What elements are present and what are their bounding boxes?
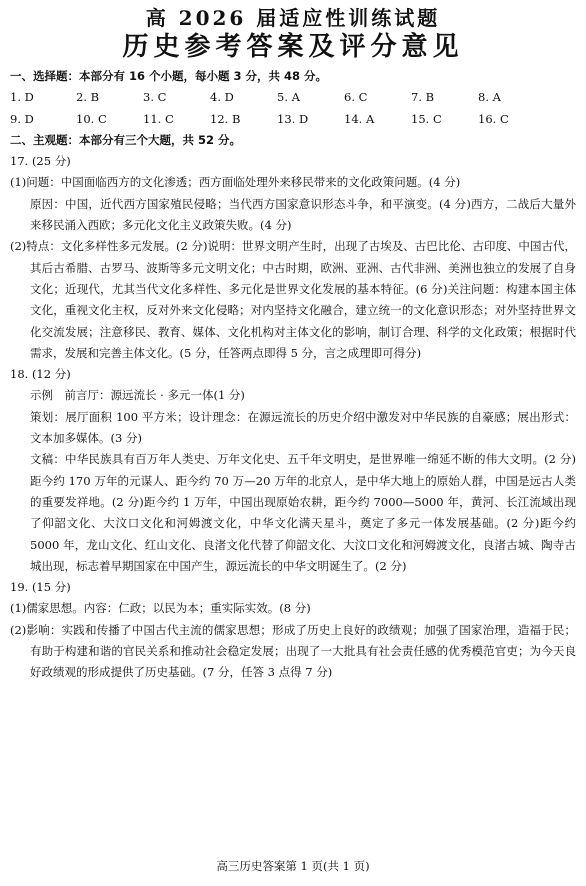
answer-12: 12. B <box>210 111 241 126</box>
answer-3: 3. C <box>143 90 167 105</box>
answer-8: 8. A <box>478 90 501 105</box>
q17-part1: (1)问题：中国面临西方的文化渗透；西方面临处理外来移民带来的文化政策问题。(4 分) <box>10 175 461 190</box>
q18-example: 示例 前言厅：源远流长 · 多元一体(1 分) <box>30 388 245 403</box>
answer-10: 10. C <box>76 111 107 126</box>
q19-heading: 19. (15 分) <box>10 580 71 595</box>
answer-15: 15. C <box>411 111 442 126</box>
q18-heading: 18. (12 分) <box>10 367 71 382</box>
section2-title: 二、主观题：本部分有三个大题，共 52 分。 <box>10 132 242 147</box>
answer-13: 13. D <box>277 111 309 126</box>
q18-plan: 策划：展厅面积 100 平方米；设计理念：在源远流长的历史介绍中激发对中华民族的自豪感；展出形式：文本加多媒体。(3 分) <box>30 409 576 446</box>
section1-title: 一、选择题：本部分有 16 个小题，每小题 3 分，共 48 分。 <box>10 69 328 83</box>
answer-9: 9. D <box>10 111 34 126</box>
answer-11: 11. C <box>143 111 174 126</box>
answer-5: 5. A <box>277 90 300 105</box>
q19-part2: (2)影响：实践和传播了中国古代主流的儒家思想；形成了历史上良好的政绩观；加强了国家治理，造福于民；有助于构建和谐的官民关系和推动社会稳定发展；出现了一大批具有社会责任感的优秀模范官吏；为今天良好政绩观的形成提供了历史基础。(7 分，任答 3 点得 7 分) <box>10 622 576 680</box>
answer-1: 1. D <box>10 90 34 105</box>
q18-text: 文稿：中华民族具有百万年人类史、万年文化史、五千年文明史，是世界唯一绵延不断的伟大文明。(2 分)距今约 170 万年的元谋人、距今约 70 万—20 万年的北京人，是中华大地上的原始人群，中国是远古人类的重要发祥地。(2 分)距今约 1 万年，中国出现原始农耕，距今约 7000—5000 年，黄河、长江流域出现了仰韶文化、大汶口文化和河姆渡文化，中华文化满天星斗，奠定了多元一体发展基础。(2 分)距今约 5000 年，龙山文化、红山文化、良渚文化代替了仰韶文化、大汶口文化和河姆渡文化，良渚古城、陶寺古城出现，标志着早期国家在中国产生，源远流长的中华文明诞生了。(2 分) <box>30 452 576 573</box>
answer-7: 7. B <box>411 90 435 105</box>
document-title: 历史参考答案及评分意见 <box>122 32 464 62</box>
q17-part2: (2)特点：文化多样性多元发展。(2 分)说明：世界文明产生时，出现了古埃及、古巴比伦、古印度、中国古代，其后古希腊、古罗马、波斯等多元文明文化；中古时期，欧洲、亚洲、古代非洲、美洲也独立的发展了自身文化；近现代，尤其当代文化多样性、多元化是世界文化发展的基本特征。(6 分)关注问题：构建本国主体文化，重视文化主权，反对外来文化侵略；对内坚持文化融合，建立统一的文化意识形态；对外坚持世界文化交流发展；注意移民、教育、媒体、文化机构对主体文化的影响，制订合理、科学的文化政策；根据时代需求，发展和完善主体文化。(5 分，任答两点即得 5 分，言之成理即可得分) <box>10 239 576 360</box>
q19-part1: (1)儒家思想。内容：仁政；以民为本；重实际实效。(8 分) <box>10 601 311 616</box>
answer-4: 4. D <box>210 90 234 105</box>
answer-2: 2. B <box>76 90 100 105</box>
answers-row-2 <box>10 109 576 130</box>
q17-part1-reasons: 原因：中国，近代西方国家殖民侵略；当代西方国家意识形态斗争，和平演变。(4 分)西方，二战后大量外来移民涌入西欧；多元化文化主义政策失败。(4 分) <box>30 196 576 233</box>
exam-title: 高 2026 届适应性训练试题 <box>145 6 441 30</box>
q17-heading: 17. (25 分) <box>10 154 71 169</box>
answer-6: 6. C <box>344 90 368 105</box>
answers-row-1 <box>10 87 576 108</box>
answer-16: 16. C <box>478 111 509 126</box>
answer-14: 14. A <box>344 111 375 126</box>
page-footer: 高三历史答案第 1 页(共 1 页) <box>216 859 370 873</box>
